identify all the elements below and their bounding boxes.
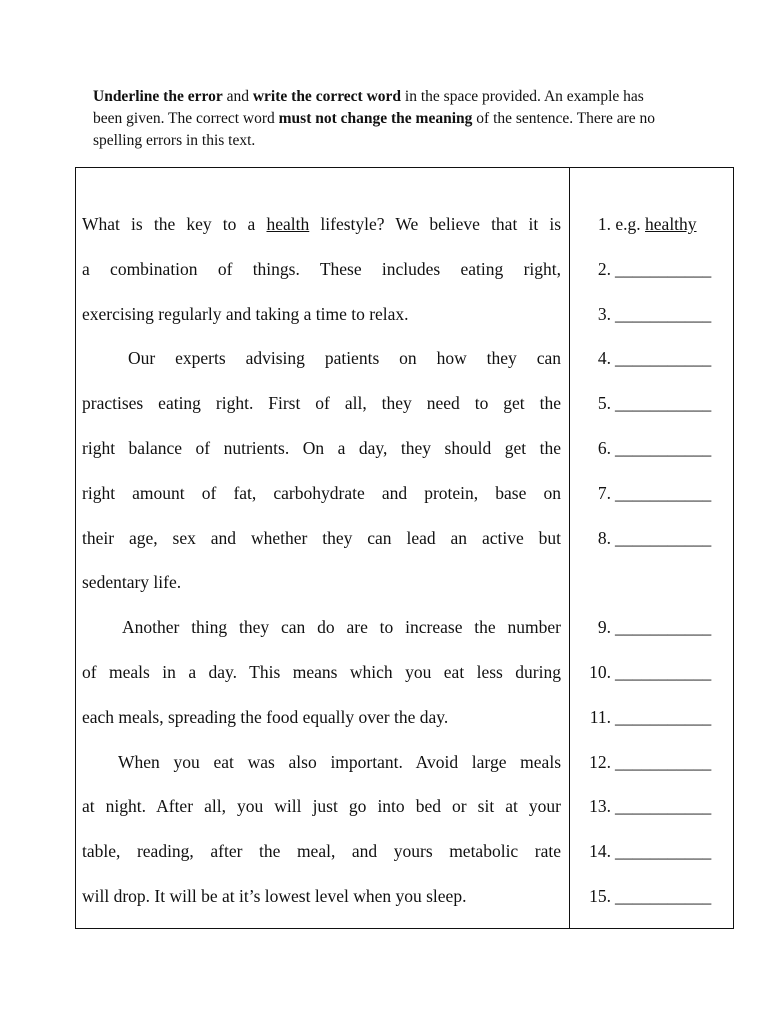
answer-blank-7[interactable]	[575, 471, 727, 516]
answer-blank-13[interactable]	[575, 784, 727, 829]
answer-blank-6[interactable]	[575, 426, 727, 471]
answer-line[interactable]: ___________	[615, 841, 712, 862]
answer-line[interactable]: ___________	[615, 751, 712, 772]
answer-blank-14[interactable]	[575, 829, 727, 874]
answer-blank-8[interactable]	[575, 516, 727, 561]
answer-line[interactable]: ___________	[615, 393, 712, 414]
passage-line: When you eat was also important. Avoid large meals	[118, 751, 561, 772]
answer-line[interactable]: ___________	[615, 348, 712, 369]
passage-line: Another thing they can do are to increase the number	[122, 617, 561, 638]
passage-line: sedentary life.	[82, 572, 182, 593]
passage-paragraph-3	[82, 605, 561, 739]
answer-line[interactable]: ___________	[615, 617, 712, 638]
passage-text: What is the key to a	[82, 214, 256, 234]
answer-number: 8.	[597, 527, 611, 548]
passage-line: right amount of fat, carbohydrate and protein, base on	[82, 482, 561, 503]
passage-line: a combination of things. These includes eating right,	[82, 258, 561, 279]
answer-number: 1.	[597, 214, 611, 234]
passage-paragraph-1	[82, 202, 561, 336]
answer-number: 3.	[597, 303, 611, 324]
answer-example	[575, 202, 727, 247]
answer-blank-11[interactable]	[575, 695, 727, 740]
answer-line[interactable]: ___________	[615, 303, 712, 324]
instruction-write-correct-word: write the correct word	[252, 88, 402, 105]
answer-blank-5[interactable]	[575, 381, 727, 426]
answer-blank-10[interactable]	[575, 650, 727, 695]
answer-blank-4[interactable]	[575, 336, 727, 381]
answer-number: 12.	[589, 751, 611, 772]
answer-number: 6.	[597, 438, 611, 458]
answer-number: 9.	[597, 617, 611, 638]
answer-number: 7.	[597, 482, 611, 503]
answer-line[interactable]: ___________	[615, 706, 712, 727]
answer-number: 14.	[589, 841, 611, 862]
passage-line: at night. After all, you will just go into bed or sit at your	[82, 796, 561, 817]
passage-text: lifestyle? We believe that it is	[320, 214, 562, 234]
instruction-underline-error: Underline the error	[93, 88, 223, 105]
passage-paragraph-4	[82, 740, 561, 919]
passage-line: exercising regularly and taking a time to relax.	[82, 303, 409, 324]
instruction-text-end: of the sentence. There are no spelling errors in this text.	[93, 110, 656, 149]
example-label: e.g.	[615, 214, 641, 234]
answer-number: 2.	[597, 258, 611, 279]
answer-number: 11.	[589, 706, 611, 727]
instructions	[93, 86, 673, 152]
answer-line[interactable]: ___________	[615, 482, 712, 503]
answer-number: 10.	[589, 662, 611, 682]
passage-line: Our experts advising patients on how they can	[128, 348, 561, 369]
passage-paragraph-2	[82, 336, 561, 605]
passage-line: will drop. It will be at it’s lowest level when you sleep.	[82, 885, 467, 906]
instruction-must-not-change: must not change the meaning	[278, 110, 473, 127]
answer-line[interactable]: ___________	[615, 438, 712, 458]
answer-blank-2[interactable]	[575, 247, 727, 292]
instruction-text-space: in the space provided. An example has been given. The correct word	[93, 88, 644, 127]
example-answer: healthy	[645, 214, 697, 234]
example-error-word: health	[266, 214, 310, 234]
passage-line: of meals in a day. This means which you eat less during	[82, 661, 561, 682]
passage-line: table, reading, after the meal, and yours metabolic rate	[82, 841, 561, 862]
answer-number: 15.	[589, 886, 611, 906]
answer-line[interactable]: ___________	[615, 662, 712, 682]
answer-line[interactable]: ___________	[615, 258, 712, 279]
answer-blank-3[interactable]	[575, 292, 727, 337]
answer-number: 13.	[589, 796, 611, 817]
instruction-text-and: and	[222, 88, 253, 105]
passage-line: practises eating right. First of all, they need to get the	[82, 393, 561, 414]
answer-blank-12[interactable]	[575, 740, 727, 785]
answer-line[interactable]: ___________	[615, 796, 712, 817]
answer-blank-9[interactable]	[575, 605, 727, 650]
answer-line[interactable]: ___________	[615, 886, 712, 906]
answer-blank-15[interactable]	[575, 874, 727, 919]
passage-line: right balance of nutrients. On a day, they should get the	[82, 437, 561, 458]
answer-number: 4.	[597, 348, 611, 369]
column-divider	[569, 168, 570, 928]
passage-line	[82, 202, 561, 247]
answer-number: 5.	[597, 393, 611, 414]
passage-line: each meals, spreading the food equally over the day.	[82, 706, 449, 727]
answer-line[interactable]: ___________	[615, 527, 712, 548]
exercise-table	[75, 167, 734, 929]
passage-line: their age, sex and whether they can lead an active but	[82, 527, 561, 548]
